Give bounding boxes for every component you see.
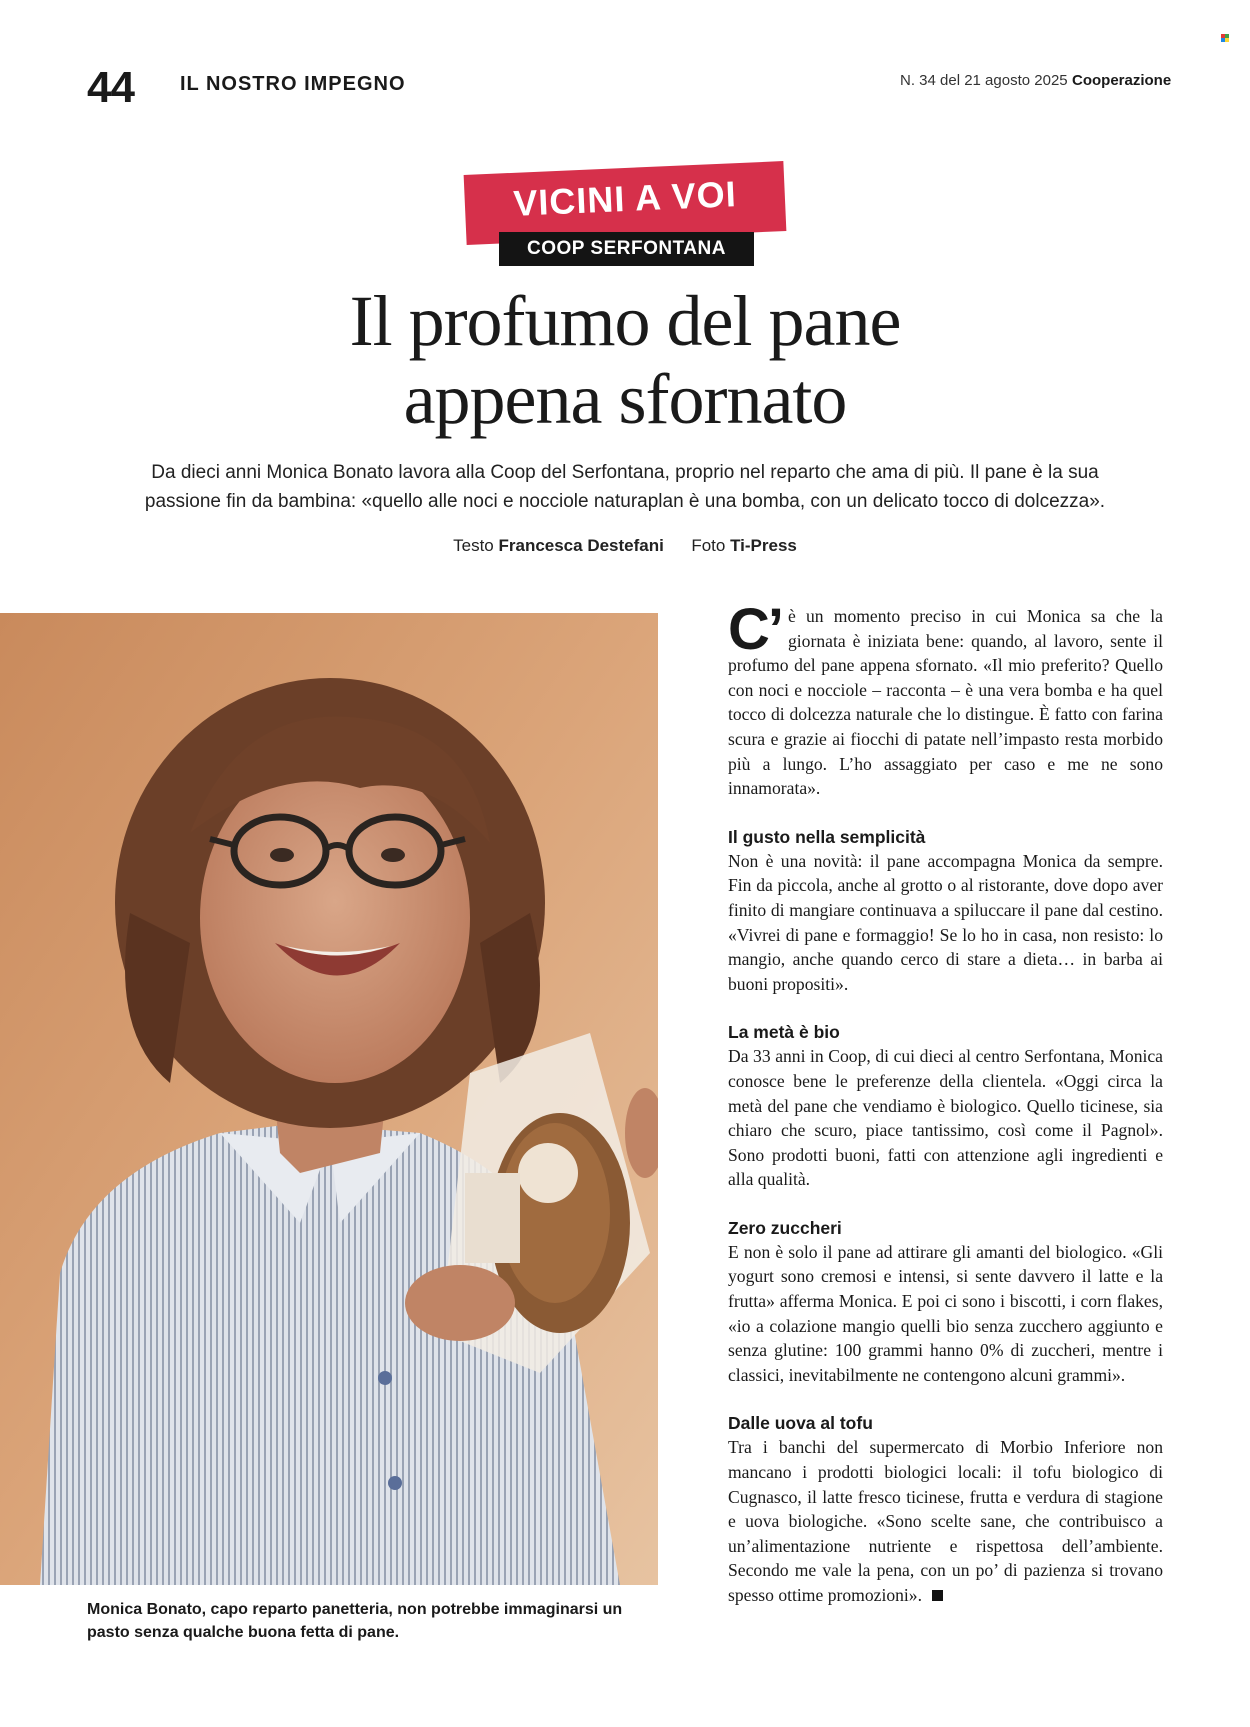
article-body — [728, 597, 1163, 1608]
color-registration-icon — [1221, 34, 1229, 42]
photo-credit-author: Ti-Press — [730, 536, 797, 555]
subheading-tofu: Dalle uova al tofu — [728, 1413, 873, 1434]
kicker-label: VICINI A VOI — [512, 173, 738, 224]
lead-line2: passione fin da bambina: «quello alle noci e nocciole naturaplan è una bomba, con un delicato tocco di dolcezza». — [144, 491, 1106, 512]
photo-caption: Monica Bonato, capo reparto panetteria, non potrebbe immaginarsi un pasto senza qualche buona fetta di pane. — [87, 1601, 623, 1641]
end-of-article-icon — [932, 1590, 943, 1601]
text-credit-label: Testo — [453, 536, 494, 555]
text-credit-author: Francesca Destefani — [498, 536, 664, 555]
paragraph-tofu-text: Tra i banchi del supermercato di Morbio Inferiore non mancano i prodotti biologici locali: il tofu biologico di Cugnasco, il latte fresco ticinese, frutta e verdura di stagione e uova biologiche. «Sono scelte sane, che contribuisco a un’alimentazione nutriente e rispettosa dell’ambiente. Secondo me vale la pena, con un po’ di pazienza si trovano spesso ottime promozioni». — [728, 1437, 1163, 1605]
subheading-bio: La metà è bio — [728, 1022, 840, 1043]
photo-credit-label: Foto — [691, 536, 726, 555]
paragraph-zuccheri: E non è solo il pane ad attirare gli amanti del biologico. «Gli yogurt sono cremosi e intensi, si sente davvero il latte e la frutta» afferma Monica. E poi ci sono i biscotti, i corn flakes, «io a colazione mangio quelli bio senza zucchero aggiunto e senza glutine: 100 grammi hanno 0% di zuccheri, mentre i classici, inevitabilmente ne contengono alcuni grammi». — [728, 1241, 1163, 1385]
portrait-illustration — [0, 613, 658, 1585]
page-number: 44 — [87, 63, 134, 112]
portrait-photo — [0, 613, 658, 1585]
kicker-sublabel: COOP SERFONTANA — [527, 238, 726, 259]
article-title-line1: Il profumo del pane — [349, 281, 901, 361]
article-title — [100, 282, 1150, 438]
issue-date: N. 34 del 21 agosto 2025 — [900, 72, 1068, 89]
article-credits — [90, 536, 1160, 556]
subheading-gusto: Il gusto nella semplicità — [728, 826, 926, 847]
paragraph-gusto: Non è una novità: il pane accompagna Monica da sempre. Fin da piccola, anche al grotto o al ristorante, dove dopo aver finito di mangiare continuava a spiluccare il pane dal cestino. «Vivrei di pane e formaggio! Se lo ho in casa, non resisto: lo mangio, anche quando cerco di stare a dieta… in barba ai buoni propositi». — [728, 850, 1163, 994]
section-title: IL NOSTRO IMPEGNO — [180, 73, 406, 95]
paragraph-tofu — [728, 1435, 1163, 1607]
publication-name: Cooperazione — [1072, 72, 1172, 89]
article-intro — [728, 597, 1163, 801]
article-lead — [90, 458, 1160, 516]
paragraph-bio: Da 33 anni in Coop, di cui dieci al centro Serfontana, Monica conosce bene le preferenze della clientela. «Oggi circa la metà del pane che vendiamo è biologico. Quello ticinese, sia chiaro che scuro, piace tantissimo, così come il Pagnol». Sono prodotti buoni, fatti con attenzione agli ingredienti e alla qualità. — [728, 1046, 1163, 1190]
article-title-line2: appena sfornato — [403, 359, 847, 439]
lead-line1: Da dieci anni Monica Bonato lavora alla Coop del Serfontana, proprio nel reparto che ama di più. Il pane è la sua — [151, 462, 1099, 483]
intro-text: è un momento preciso in cui Monica sa che la giornata è iniziata bene: quando, al lavoro, sente il profumo del pane appena sfornato. «Il mio preferito? Quello con noci e nocciole – racconta – è una vera bomba e ha quel tocco di dolcezza naturale che lo distingue. È fatto con farina scura e grazie ai fiocchi di patate nell’impasto resta morbido più a lungo. L’ho assaggiato per caso e me ne sono innamorata». — [728, 606, 1163, 799]
drop-cap: C’ — [728, 597, 782, 662]
subheading-zuccheri: Zero zuccheri — [728, 1217, 842, 1238]
